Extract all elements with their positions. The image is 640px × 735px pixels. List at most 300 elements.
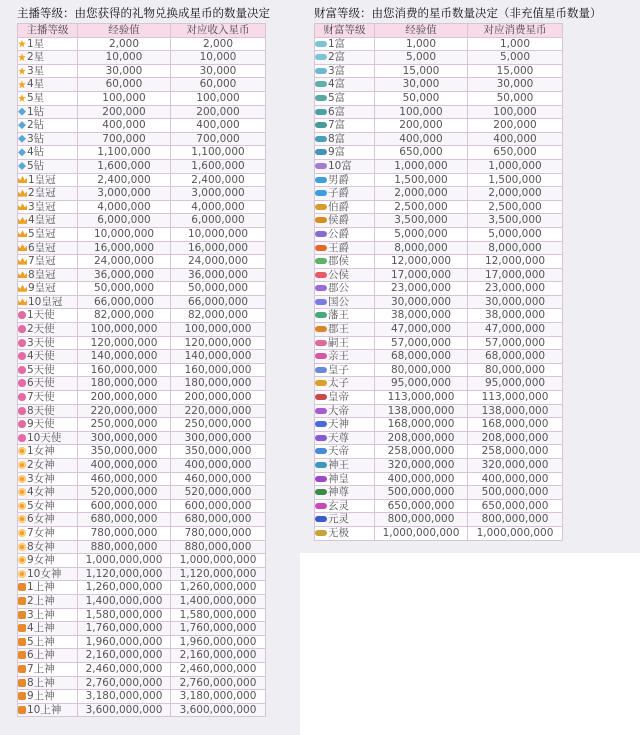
coins-cell: 200,000 [171,105,266,119]
level-label: 郡公 [328,282,349,295]
coins-cell: 12,000,000 [468,255,563,269]
level-cell [18,91,78,105]
coins-cell: 95,000,000 [468,377,563,391]
table-row [315,350,563,364]
level-label: 8女神 [27,540,55,553]
table-row [18,445,266,459]
level-cell [315,472,375,486]
level-cell [315,255,375,269]
table-row [18,540,266,554]
table-row [18,690,266,704]
exp-cell: 30,000 [78,64,171,78]
wealth-badge-icon [315,258,327,264]
level-label: 5星 [27,91,45,104]
wealth-badge-icon [315,421,327,427]
exp-cell: 50,000,000 [78,282,171,296]
coins-cell: 3,600,000,000 [171,703,266,717]
crown-icon [18,271,27,278]
exp-cell: 140,000,000 [78,350,171,364]
exp-cell: 3,600,000,000 [78,703,171,717]
exp-cell: 30,000,000 [375,295,468,309]
exp-cell: 400,000,000 [78,459,171,473]
lord-icon [18,706,26,714]
table-row [315,51,563,65]
level-label: 公侯 [328,268,349,281]
coins-cell: 1,600,000 [171,159,266,173]
coins-cell: 57,000,000 [468,336,563,350]
level-label: 4天使 [27,350,55,363]
coins-cell: 800,000,000 [468,513,563,527]
exp-cell: 30,000 [375,78,468,92]
level-label: 1皇冠 [28,173,56,186]
crown-icon [18,176,27,183]
level-label: 3钻 [27,132,45,145]
exp-cell: 258,000,000 [375,445,468,459]
exp-cell: 520,000,000 [78,486,171,500]
exp-cell: 200,000 [375,119,468,133]
level-label: 侯爵 [328,214,349,227]
table-row [315,132,563,146]
exp-cell: 1,120,000,000 [78,567,171,581]
level-cell [315,513,375,527]
crown-icon [18,285,27,292]
exp-cell: 160,000,000 [78,363,171,377]
diamond-icon [18,148,26,156]
coins-cell: 168,000,000 [468,418,563,432]
level-label: 9皇冠 [28,282,56,295]
coins-cell: 3,180,000,000 [171,690,266,704]
level-cell [18,282,78,296]
level-cell [18,391,78,405]
level-label: 4星 [27,78,45,91]
level-label: 2皇冠 [28,187,56,200]
table-row [315,445,563,459]
wealth-badge-icon [315,68,327,74]
coins-cell: 650,000,000 [468,499,563,513]
exp-cell: 168,000,000 [375,418,468,432]
level-label: 皇帝 [328,391,349,404]
table-row [18,676,266,690]
level-cell [18,37,78,51]
column-header-level: 主播等级 [18,24,78,38]
level-label: 10上神 [27,703,62,716]
coins-cell: 17,000,000 [468,268,563,282]
table-row [18,323,266,337]
wealth-badge-icon [315,312,327,318]
exp-cell: 1,960,000,000 [78,635,171,649]
coins-cell: 780,000,000 [171,526,266,540]
column-header-exp: 经验值 [78,24,171,38]
exp-cell: 95,000,000 [375,377,468,391]
coins-cell: 15,000 [468,64,563,78]
coins-cell: 3,000,000 [171,187,266,201]
wealth-level-section [314,6,602,541]
level-cell [18,499,78,513]
coins-cell: 1,960,000,000 [171,635,266,649]
level-cell [18,635,78,649]
angel-icon [18,393,26,401]
level-cell [18,431,78,445]
wealth-badge-icon [315,122,327,128]
crown-icon [18,298,27,305]
level-label: 天尊 [328,431,349,444]
angel-icon [18,420,26,428]
anchor-level-title: 主播等级：由您获得的礼物兑换成星币的数量决定 [17,6,270,20]
level-cell [315,91,375,105]
wealth-badge-icon [315,489,327,495]
level-cell [18,554,78,568]
level-cell [18,622,78,636]
level-cell [18,173,78,187]
wealth-level-title: 财富等级：由您消费的星币数量决定（非充值星币数量） [314,6,602,20]
level-cell [315,404,375,418]
level-cell [18,132,78,146]
level-label: 皇子 [328,363,349,376]
table-row [315,119,563,133]
wealth-badge-icon [315,41,327,47]
level-label: 10天使 [27,431,62,444]
wealth-badge-icon [315,435,327,441]
exp-cell: 1,100,000 [78,146,171,160]
exp-cell: 780,000,000 [78,526,171,540]
level-label: 9上神 [27,690,55,703]
goddess-icon [18,529,26,537]
star-icon [18,67,26,75]
table-row [18,649,266,663]
lord-icon [18,611,26,619]
level-cell [18,200,78,214]
angel-icon [18,325,26,333]
exp-cell: 1,000,000,000 [78,554,171,568]
coins-cell: 138,000,000 [468,404,563,418]
exp-cell: 68,000,000 [375,350,468,364]
level-label: 神尊 [328,486,349,499]
exp-cell: 650,000,000 [375,499,468,513]
level-label: 王爵 [328,241,349,254]
level-label: 男爵 [328,173,349,186]
coins-cell: 82,000,000 [171,309,266,323]
coins-cell: 23,000,000 [468,282,563,296]
level-label: 4皇冠 [28,214,56,227]
table-row [315,418,563,432]
wealth-badge-icon [315,448,327,454]
wealth-badge-icon [315,353,327,359]
exp-cell: 300,000,000 [78,431,171,445]
level-label: 7富 [328,119,346,132]
table-row [18,567,266,581]
lord-icon [18,583,26,591]
table-row [18,431,266,445]
wealth-badge-icon [315,476,327,482]
coins-cell: 2,500,000 [468,200,563,214]
level-cell [18,526,78,540]
table-row [18,472,266,486]
level-label: 8富 [328,132,346,145]
table-row [18,132,266,146]
angel-icon [18,379,26,387]
column-header-exp: 经验值 [375,24,468,38]
exp-cell: 700,000 [78,132,171,146]
wealth-badge-icon [315,462,327,468]
level-label: 元灵 [328,513,349,526]
table-row [315,91,563,105]
crown-icon [18,258,27,265]
level-cell [315,295,375,309]
table-row [315,309,563,323]
table-row [315,513,563,527]
exp-cell: 138,000,000 [375,404,468,418]
level-cell [18,350,78,364]
coins-cell: 880,000,000 [171,540,266,554]
exp-cell: 50,000 [375,91,468,105]
level-label: 太子 [328,377,349,390]
wealth-badge-icon [315,380,327,386]
wealth-badge-icon [315,54,327,60]
exp-cell: 80,000,000 [375,363,468,377]
wealth-badge-icon [315,272,327,278]
diamond-icon [18,135,26,143]
level-label: 5天使 [27,363,55,376]
level-label: 2天使 [27,323,55,336]
level-label: 5上神 [27,635,55,648]
level-label: 3星 [27,64,45,77]
table-row [315,37,563,51]
goddess-icon [18,447,26,455]
level-label: 3皇冠 [28,200,56,213]
table-row [18,227,266,241]
goddess-icon [18,475,26,483]
angel-icon [18,339,26,347]
coins-cell: 2,460,000,000 [171,662,266,676]
table-row [18,119,266,133]
table-row [18,51,266,65]
coins-cell: 500,000,000 [468,486,563,500]
coins-cell: 208,000,000 [468,431,563,445]
lord-icon [18,679,26,687]
table-row [18,622,266,636]
exp-cell: 100,000 [375,105,468,119]
exp-cell: 250,000,000 [78,418,171,432]
exp-cell: 1,760,000,000 [78,622,171,636]
level-label: 6富 [328,105,346,118]
crown-icon [18,217,27,224]
level-label: 9女神 [27,554,55,567]
angel-icon [18,352,26,360]
exp-cell: 8,000,000 [375,241,468,255]
level-cell [18,336,78,350]
table-row [315,323,563,337]
wealth-badge-icon [315,136,327,142]
coins-cell: 1,000 [468,37,563,51]
coins-cell: 1,000,000 [468,159,563,173]
level-label: 2星 [27,51,45,64]
anchor-level-section [17,6,270,717]
star-icon [18,40,26,48]
level-label: 子爵 [328,187,349,200]
table-row [18,594,266,608]
level-label: 3上神 [27,608,55,621]
level-cell [18,105,78,119]
level-label: 8皇冠 [28,268,56,281]
coins-cell: 650,000 [468,146,563,160]
coins-cell: 5,000 [468,51,563,65]
level-label: 1女神 [27,445,55,458]
anchor-level-table [17,23,266,717]
level-cell [18,363,78,377]
wealth-badge-icon [315,231,327,237]
exp-cell: 880,000,000 [78,540,171,554]
table-row [315,377,563,391]
coins-cell: 68,000,000 [468,350,563,364]
coins-cell: 160,000,000 [171,363,266,377]
star-icon [18,94,26,102]
angel-icon [18,434,26,442]
table-row [18,404,266,418]
level-cell [315,445,375,459]
exp-cell: 113,000,000 [375,391,468,405]
level-cell [18,309,78,323]
coins-cell: 1,000,000,000 [171,554,266,568]
exp-cell: 1,000,000,000 [375,526,468,540]
level-cell [18,51,78,65]
exp-cell: 3,000,000 [78,187,171,201]
level-cell [315,486,375,500]
exp-cell: 1,500,000 [375,173,468,187]
exp-cell: 180,000,000 [78,377,171,391]
exp-cell: 66,000,000 [78,295,171,309]
coins-cell: 460,000,000 [171,472,266,486]
exp-cell: 1,400,000,000 [78,594,171,608]
table-row [315,227,563,241]
wealth-badge-icon [315,190,327,196]
level-cell [315,119,375,133]
level-cell [18,581,78,595]
wealth-badge-icon [315,326,327,332]
level-label: 9富 [328,146,346,159]
level-cell [315,37,375,51]
coins-cell: 200,000,000 [171,391,266,405]
coins-cell: 1,400,000,000 [171,594,266,608]
wealth-badge-icon [315,394,327,400]
level-label: 6皇冠 [28,241,56,254]
coins-cell: 140,000,000 [171,350,266,364]
table-row [315,336,563,350]
exp-cell: 10,000,000 [78,227,171,241]
table-row [315,431,563,445]
level-label: 国公 [328,295,349,308]
exp-cell: 2,160,000,000 [78,649,171,663]
level-label: 7天使 [27,391,55,404]
level-cell [18,146,78,160]
level-cell [18,241,78,255]
level-cell [18,214,78,228]
level-label: 7上神 [27,662,55,675]
level-label: 1天使 [27,309,55,322]
exp-cell: 1,600,000 [78,159,171,173]
coins-cell: 38,000,000 [468,309,563,323]
level-label: 4钻 [27,146,45,159]
coins-cell: 200,000 [468,119,563,133]
coins-cell: 2,400,000 [171,173,266,187]
coins-cell: 113,000,000 [468,391,563,405]
table-row [315,282,563,296]
wealth-badge-icon [315,245,327,251]
exp-cell: 200,000,000 [78,391,171,405]
exp-cell: 1,260,000,000 [78,581,171,595]
table-row [18,146,266,160]
table-row [315,200,563,214]
lord-icon [18,624,26,632]
exp-cell: 12,000,000 [375,255,468,269]
coins-cell: 50,000 [468,91,563,105]
coins-cell: 400,000 [468,132,563,146]
table-row [315,64,563,78]
wealth-badge-icon [315,109,327,115]
level-label: 2上神 [27,594,55,607]
coins-cell: 1,500,000 [468,173,563,187]
level-label: 郡侯 [328,255,349,268]
exp-cell: 680,000,000 [78,513,171,527]
crown-icon [18,190,27,197]
exp-cell: 1,000,000 [375,159,468,173]
lord-icon [18,665,26,673]
table-row [18,159,266,173]
goddess-icon [18,515,26,523]
exp-cell: 208,000,000 [375,431,468,445]
level-label: 1星 [27,37,45,50]
level-cell [315,78,375,92]
level-cell [18,323,78,337]
coins-cell: 6,000,000 [171,214,266,228]
level-cell [18,78,78,92]
table-row [18,64,266,78]
coins-cell: 400,000,000 [171,459,266,473]
lord-icon [18,692,26,700]
table-row [315,105,563,119]
level-cell [18,187,78,201]
table-row [315,526,563,540]
exp-cell: 82,000,000 [78,309,171,323]
level-cell [18,649,78,663]
coins-cell: 258,000,000 [468,445,563,459]
level-cell [18,268,78,282]
coins-cell: 400,000,000 [468,472,563,486]
coins-cell: 2,000 [171,37,266,51]
level-label: 5钻 [27,159,45,172]
level-cell [315,173,375,187]
exp-cell: 100,000,000 [78,323,171,337]
table-row [315,159,563,173]
table-row [18,91,266,105]
coins-cell: 80,000,000 [468,363,563,377]
level-label: 2钻 [27,119,45,132]
level-cell [18,567,78,581]
level-cell [18,540,78,554]
table-row [315,459,563,473]
coins-cell: 180,000,000 [171,377,266,391]
coins-cell: 2,760,000,000 [171,676,266,690]
coins-cell: 1,000,000,000 [468,526,563,540]
coins-cell: 100,000 [171,91,266,105]
coins-cell: 30,000 [171,64,266,78]
level-label: 3女神 [27,472,55,485]
diamond-icon [18,162,26,170]
level-cell [18,418,78,432]
coins-cell: 47,000,000 [468,323,563,337]
table-row [18,295,266,309]
coins-cell: 5,000,000 [468,227,563,241]
table-row [18,486,266,500]
